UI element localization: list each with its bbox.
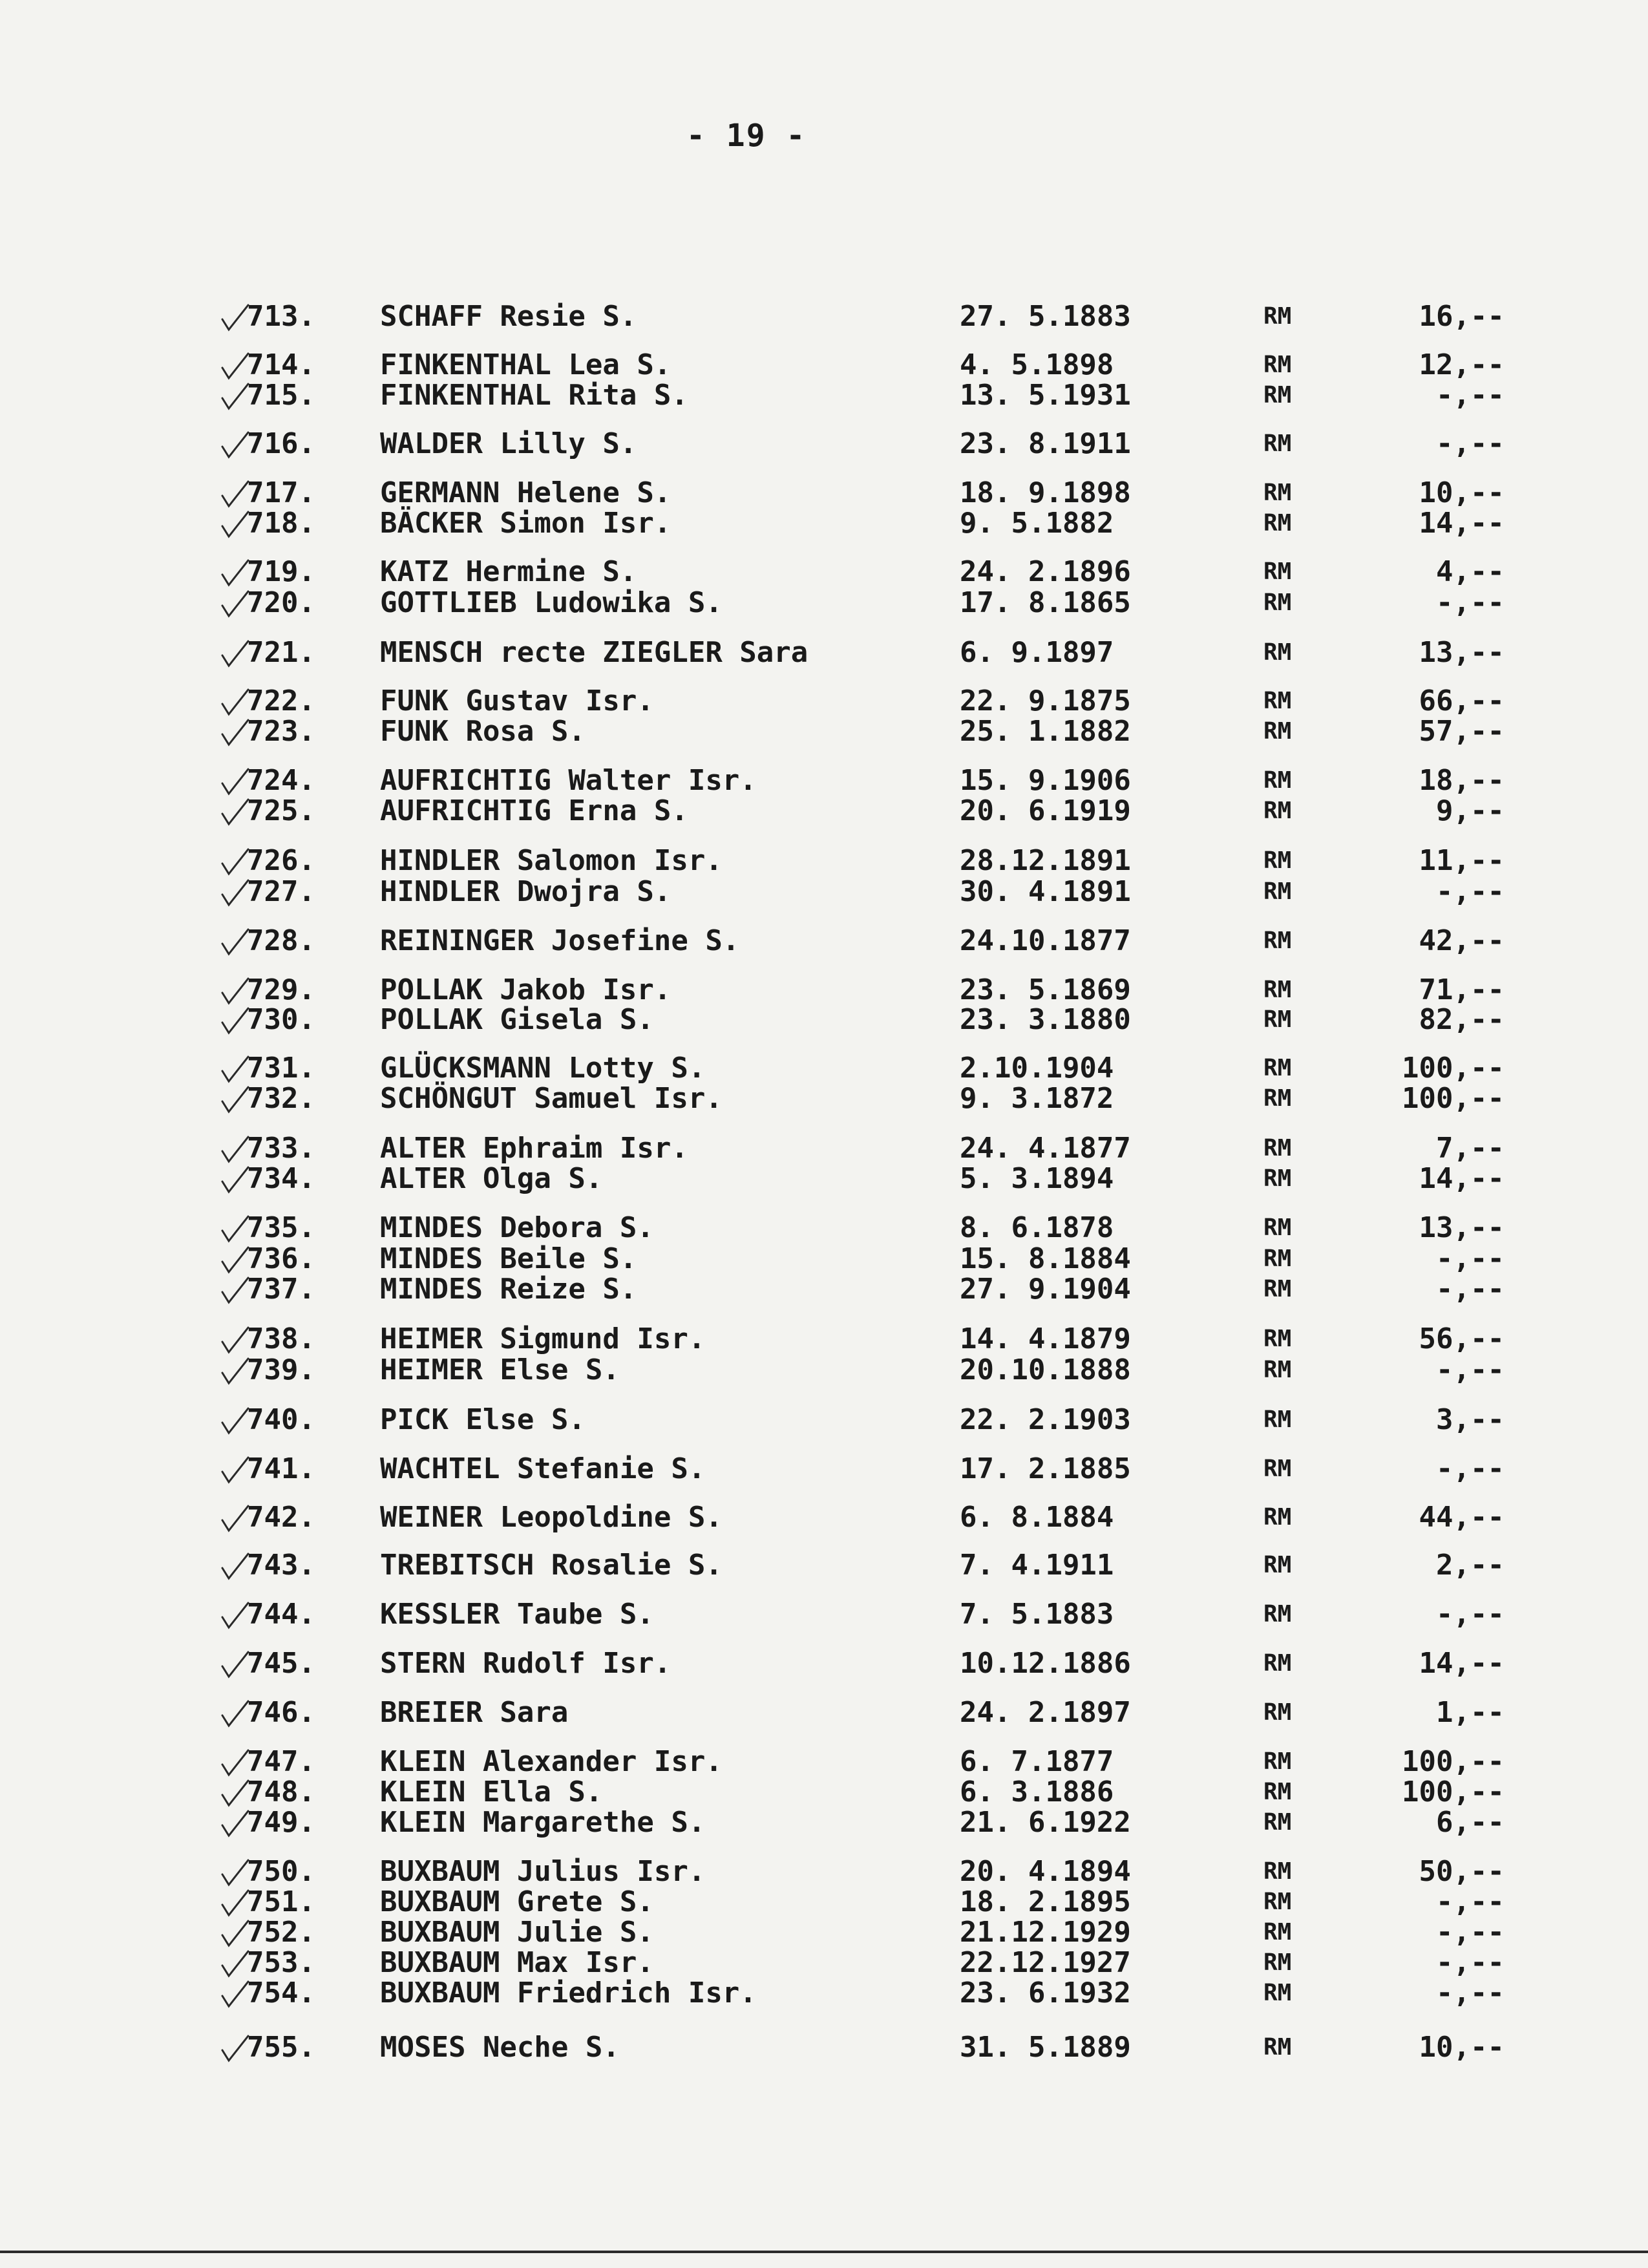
table-row [0,1451,1648,1487]
person-name: FINKENTHAL Rita S. [380,379,688,412]
checkmark-icon [220,509,251,539]
person-name: AUFRICHTIG Walter Isr. [380,764,757,797]
currency-label: RM [1263,1779,1292,1805]
birth-date: 24. 4.1877 [960,1132,1131,1165]
person-name: POLLAK Gisela S. [380,1003,654,1036]
currency-label: RM [1263,1748,1292,1775]
entry-number: 741. [247,1452,315,1485]
entry-number: 723. [247,715,315,748]
currency-label: RM [1263,688,1292,714]
amount-value: -,-- [1436,586,1505,619]
entry-number: 746. [247,1696,315,1729]
currency-label: RM [1263,382,1292,408]
currency-label: RM [1263,1504,1292,1531]
person-name: FUNK Gustav Isr. [380,684,654,717]
person-name: ALTER Olga S. [380,1162,603,1195]
birth-date: 15. 9.1906 [960,764,1131,797]
entry-number: 731. [247,1052,315,1085]
currency-label: RM [1263,1406,1292,1433]
currency-label: RM [1263,1980,1292,2006]
birth-date: 22. 9.1875 [960,684,1131,717]
entry-number: 726. [247,844,315,877]
checkmark-icon [220,1949,251,1978]
birth-date: 6. 8.1884 [960,1501,1114,1534]
amount-value: 44,-- [1419,1501,1505,1534]
entry-number: 733. [247,1132,315,1165]
entry-number: 721. [247,636,315,669]
amount-value: -,-- [1436,1273,1505,1306]
table-row [0,1161,1648,1197]
entry-number: 719. [247,555,315,588]
birth-date: 9. 3.1872 [960,1082,1114,1115]
birth-date: 23. 6.1932 [960,1977,1131,2009]
amount-value: 9,-- [1436,794,1505,827]
currency-label: RM [1263,1552,1292,1578]
person-name: MENSCH recte ZIEGLER Sara [380,636,808,669]
person-name: GERMANN Helene S. [380,476,671,509]
checkmark-icon [220,1979,251,2009]
checkmark-icon [220,1888,251,1918]
person-name: SCHÖNGUT Samuel Isr. [380,1082,723,1115]
birth-date: 18. 9.1898 [960,476,1131,509]
amount-value: -,-- [1436,1946,1505,1979]
birth-date: 17. 8.1865 [960,586,1131,619]
currency-label: RM [1263,1650,1292,1677]
entry-number: 752. [247,1916,315,1949]
birth-date: 22.12.1927 [960,1946,1131,1979]
amount-value: 100,-- [1402,1082,1505,1115]
birth-date: 7. 5.1883 [960,1598,1114,1631]
amount-value: 1,-- [1436,1696,1505,1729]
person-name: BUXBAUM Julius Isr. [380,1855,706,1888]
entry-number: 738. [247,1322,315,1355]
page-number: - 19 - [686,118,807,154]
entry-number: 730. [247,1003,315,1036]
checkmark-icon [220,1455,251,1485]
birth-date: 2.10.1904 [960,1052,1114,1085]
checkmark-icon [220,1214,251,1244]
currency-label: RM [1263,927,1292,954]
birth-date: 23. 3.1880 [960,1003,1131,1036]
currency-label: RM [1263,1055,1292,1081]
birth-date: 10.12.1886 [960,1647,1131,1680]
currency-label: RM [1263,1214,1292,1241]
checkmark-icon [220,1600,251,1630]
person-name: BUXBAUM Julie S. [380,1916,654,1949]
currency-label: RM [1263,1949,1292,1976]
entry-number: 755. [247,2031,315,2064]
currency-label: RM [1263,1006,1292,1033]
checkmark-icon [220,558,251,588]
table-row [0,923,1648,959]
currency-label: RM [1263,1165,1292,1192]
entry-number: 745. [247,1647,315,1680]
entry-number: 734. [247,1162,315,1195]
birth-date: 6. 3.1886 [960,1775,1114,1808]
entry-number: 751. [247,1885,315,1918]
entry-number: 724. [247,764,315,797]
table-row [0,2030,1648,2066]
person-name: HINDLER Dwojra S. [380,875,671,908]
checkmark-icon [220,381,251,411]
birth-date: 20. 6.1919 [960,794,1131,827]
currency-label: RM [1263,1276,1292,1302]
amount-value: -,-- [1436,427,1505,460]
birth-date: 6. 9.1897 [960,636,1114,669]
birth-date: 7. 4.1911 [960,1549,1114,1582]
birth-date: 17. 2.1885 [960,1452,1131,1485]
person-name: WEINER Leopoldine S. [380,1501,723,1534]
checkmark-icon [220,1699,251,1728]
amount-value: 11,-- [1419,844,1505,877]
amount-value: 7,-- [1436,1132,1505,1165]
person-name: BUXBAUM Grete S. [380,1885,654,1918]
checkmark-icon [220,1748,251,1777]
table-row [0,1695,1648,1731]
amount-value: 13,-- [1419,1211,1505,1244]
entry-number: 718. [247,507,315,540]
person-name: KLEIN Alexander Isr. [380,1745,723,1778]
entry-number: 737. [247,1273,315,1306]
checkmark-icon [220,687,251,717]
entry-number: 749. [247,1806,315,1839]
checkmark-icon [220,1356,251,1386]
checkmark-icon [220,878,251,907]
amount-value: 56,-- [1419,1322,1505,1355]
table-row [0,874,1648,910]
currency-label: RM [1263,2034,1292,2061]
entry-number: 748. [247,1775,315,1808]
table-row [0,299,1648,335]
person-name: BUXBAUM Friedrich Isr. [380,1977,757,2009]
amount-value: -,-- [1436,1242,1505,1275]
currency-label: RM [1263,1919,1292,1945]
birth-date: 21. 6.1922 [960,1806,1131,1839]
amount-value: 16,-- [1419,300,1505,333]
person-name: HINDLER Salomon Isr. [380,844,723,877]
checkmark-icon [220,1165,251,1194]
amount-value: 71,-- [1419,973,1505,1006]
amount-value: 50,-- [1419,1855,1505,1888]
entry-number: 742. [247,1501,315,1534]
checkmark-icon [220,430,251,460]
amount-value: -,-- [1436,1452,1505,1485]
birth-date: 14. 4.1879 [960,1322,1131,1355]
currency-label: RM [1263,1699,1292,1726]
entry-number: 729. [247,973,315,1006]
checkmark-icon [220,1085,251,1114]
amount-value: 42,-- [1419,924,1505,957]
currency-label: RM [1263,510,1292,536]
entry-number: 754. [247,1977,315,2009]
birth-date: 15. 8.1884 [960,1242,1131,1275]
birth-date: 27. 5.1883 [960,300,1131,333]
table-row [0,1596,1648,1633]
table-row [0,1646,1648,1682]
currency-label: RM [1263,303,1292,330]
currency-label: RM [1263,718,1292,745]
checkmark-icon [220,1406,251,1436]
entry-number: 743. [247,1549,315,1582]
table-row [0,505,1648,542]
checkmark-icon [220,1245,251,1275]
birth-date: 24.10.1877 [960,924,1131,957]
birth-date: 4. 5.1898 [960,348,1114,381]
entry-number: 725. [247,794,315,827]
person-name: AUFRICHTIG Erna S. [380,794,688,827]
amount-value: 10,-- [1419,476,1505,509]
currency-label: RM [1263,1858,1292,1885]
currency-label: RM [1263,1135,1292,1161]
birth-date: 6. 7.1877 [960,1745,1114,1778]
person-name: FUNK Rosa S. [380,715,586,748]
checkmark-icon [220,351,251,381]
birth-date: 28.12.1891 [960,844,1131,877]
currency-label: RM [1263,480,1292,506]
table-row [0,1402,1648,1438]
checkmark-icon [220,479,251,509]
currency-label: RM [1263,1085,1292,1112]
birth-date: 13. 5.1931 [960,379,1131,412]
entry-number: 739. [247,1353,315,1386]
checkmark-icon [220,1275,251,1305]
entry-number: 732. [247,1082,315,1115]
amount-value: 14,-- [1419,1162,1505,1195]
currency-label: RM [1263,767,1292,794]
currency-label: RM [1263,847,1292,874]
birth-date: 21.12.1929 [960,1916,1131,1949]
checkmark-icon [220,1918,251,1948]
table-row [0,1975,1648,2011]
person-name: BUXBAUM Max Isr. [380,1946,654,1979]
entry-number: 753. [247,1946,315,1979]
person-name: KATZ Hermine S. [380,555,637,588]
currency-label: RM [1263,589,1292,616]
currency-label: RM [1263,1245,1292,1272]
table-row [0,1805,1648,1841]
checkmark-icon [220,1551,251,1581]
person-name: GOTTLIEB Ludowika S. [380,586,723,619]
amount-value: -,-- [1436,1977,1505,2009]
birth-date: 24. 2.1896 [960,555,1131,588]
amount-value: 18,-- [1419,764,1505,797]
person-name: KLEIN Margarethe S. [380,1806,706,1839]
table-row [0,714,1648,750]
checkmark-icon [220,2033,251,2063]
table-row [0,1002,1648,1038]
amount-value: 10,-- [1419,2031,1505,2064]
amount-value: -,-- [1436,1916,1505,1949]
currency-label: RM [1263,1889,1292,1915]
checkmark-icon [220,1054,251,1084]
entry-number: 717. [247,476,315,509]
entry-number: 747. [247,1745,315,1778]
person-name: WACHTEL Stefanie S. [380,1452,706,1485]
checkmark-icon [220,1808,251,1838]
birth-date: 30. 4.1891 [960,875,1131,908]
table-row [0,1352,1648,1388]
person-name: HEIMER Else S. [380,1353,620,1386]
person-name: GLÜCKSMANN Lotty S. [380,1052,706,1085]
checkmark-icon [220,639,251,668]
table-row [0,1271,1648,1308]
currency-label: RM [1263,1357,1292,1383]
currency-label: RM [1263,430,1292,457]
currency-label: RM [1263,1809,1292,1836]
person-name: BREIER Sara [380,1696,569,1729]
person-name: MOSES Neche S. [380,2031,620,2064]
currency-label: RM [1263,558,1292,585]
amount-value: 4,-- [1436,555,1505,588]
amount-value: 100,-- [1402,1745,1505,1778]
entry-number: 728. [247,924,315,957]
person-name: SCHAFF Resie S. [380,300,637,333]
checkmark-icon [220,1649,251,1679]
currency-label: RM [1263,639,1292,666]
amount-value: 100,-- [1402,1052,1505,1085]
birth-date: 25. 1.1882 [960,715,1131,748]
table-row [0,585,1648,621]
birth-date: 5. 3.1894 [960,1162,1114,1195]
entry-number: 715. [247,379,315,412]
entry-number: 744. [247,1598,315,1631]
birth-date: 23. 5.1869 [960,973,1131,1006]
currency-label: RM [1263,977,1292,1003]
checkmark-icon [220,1858,251,1887]
checkmark-icon [220,1006,251,1035]
person-name: HEIMER Sigmund Isr. [380,1322,706,1355]
entry-number: 716. [247,427,315,460]
entry-number: 750. [247,1855,315,1888]
person-name: POLLAK Jakob Isr. [380,973,671,1006]
birth-date: 20. 4.1894 [960,1855,1131,1888]
page-bottom-rule [0,2251,1648,2253]
checkmark-icon [220,847,251,876]
person-name: KLEIN Ella S. [380,1775,603,1808]
currency-label: RM [1263,798,1292,824]
currency-label: RM [1263,352,1292,378]
birth-date: 18. 2.1895 [960,1885,1131,1918]
currency-label: RM [1263,1326,1292,1352]
amount-value: 6,-- [1436,1806,1505,1839]
person-name: REININGER Josefine S. [380,924,740,957]
amount-value: -,-- [1436,875,1505,908]
amount-value: 2,-- [1436,1549,1505,1582]
table-row [0,1081,1648,1117]
person-name: MINDES Beile S. [380,1242,637,1275]
birth-date: 9. 5.1882 [960,507,1114,540]
person-name: WALDER Lilly S. [380,427,637,460]
entry-number: 713. [247,300,315,333]
birth-date: 31. 5.1889 [960,2031,1131,2064]
person-name: MINDES Debora S. [380,1211,654,1244]
person-name: MINDES Reize S. [380,1273,637,1306]
amount-value: 57,-- [1419,715,1505,748]
amount-value: -,-- [1436,1353,1505,1386]
table-row [0,1547,1648,1584]
checkmark-icon [220,767,251,796]
checkmark-icon [220,1503,251,1533]
amount-value: 13,-- [1419,636,1505,669]
entry-number: 736. [247,1242,315,1275]
currency-label: RM [1263,878,1292,905]
amount-value: 82,-- [1419,1003,1505,1036]
checkmark-icon [220,797,251,827]
entry-number: 740. [247,1403,315,1436]
table-row [0,793,1648,829]
amount-value: -,-- [1436,1598,1505,1631]
amount-value: -,-- [1436,1885,1505,1918]
birth-date: 22. 2.1903 [960,1403,1131,1436]
person-name: FINKENTHAL Lea S. [380,348,671,381]
amount-value: 3,-- [1436,1403,1505,1436]
birth-date: 23. 8.1911 [960,427,1131,460]
checkmark-icon [220,1778,251,1808]
currency-label: RM [1263,1456,1292,1482]
person-name: STERN Rudolf Isr. [380,1647,671,1680]
person-name: PICK Else S. [380,1403,586,1436]
checkmark-icon [220,1134,251,1164]
entry-number: 720. [247,586,315,619]
amount-value: -,-- [1436,379,1505,412]
amount-value: 66,-- [1419,684,1505,717]
entry-number: 714. [247,348,315,381]
birth-date: 24. 2.1897 [960,1696,1131,1729]
birth-date: 27. 9.1904 [960,1273,1131,1306]
checkmark-icon [220,1325,251,1355]
birth-date: 20.10.1888 [960,1353,1131,1386]
amount-value: 14,-- [1419,1647,1505,1680]
person-name: KESSLER Taube S. [380,1598,654,1631]
currency-label: RM [1263,1601,1292,1627]
person-name: TREBITSCH Rosalie S. [380,1549,723,1582]
person-name: ALTER Ephraim Isr. [380,1132,688,1165]
entry-number: 722. [247,684,315,717]
table-row [0,377,1648,414]
birth-date: 8. 6.1878 [960,1211,1114,1244]
person-name: BÄCKER Simon Isr. [380,507,671,540]
amount-value: 14,-- [1419,507,1505,540]
table-row [0,1500,1648,1536]
amount-value: 100,-- [1402,1775,1505,1808]
table-row [0,635,1648,671]
entry-number: 735. [247,1211,315,1244]
checkmark-icon [220,927,251,957]
checkmark-icon [220,717,251,747]
checkmark-icon [220,302,251,332]
table-row [0,426,1648,462]
entry-number: 727. [247,875,315,908]
amount-value: 12,-- [1419,348,1505,381]
checkmark-icon [220,589,251,619]
